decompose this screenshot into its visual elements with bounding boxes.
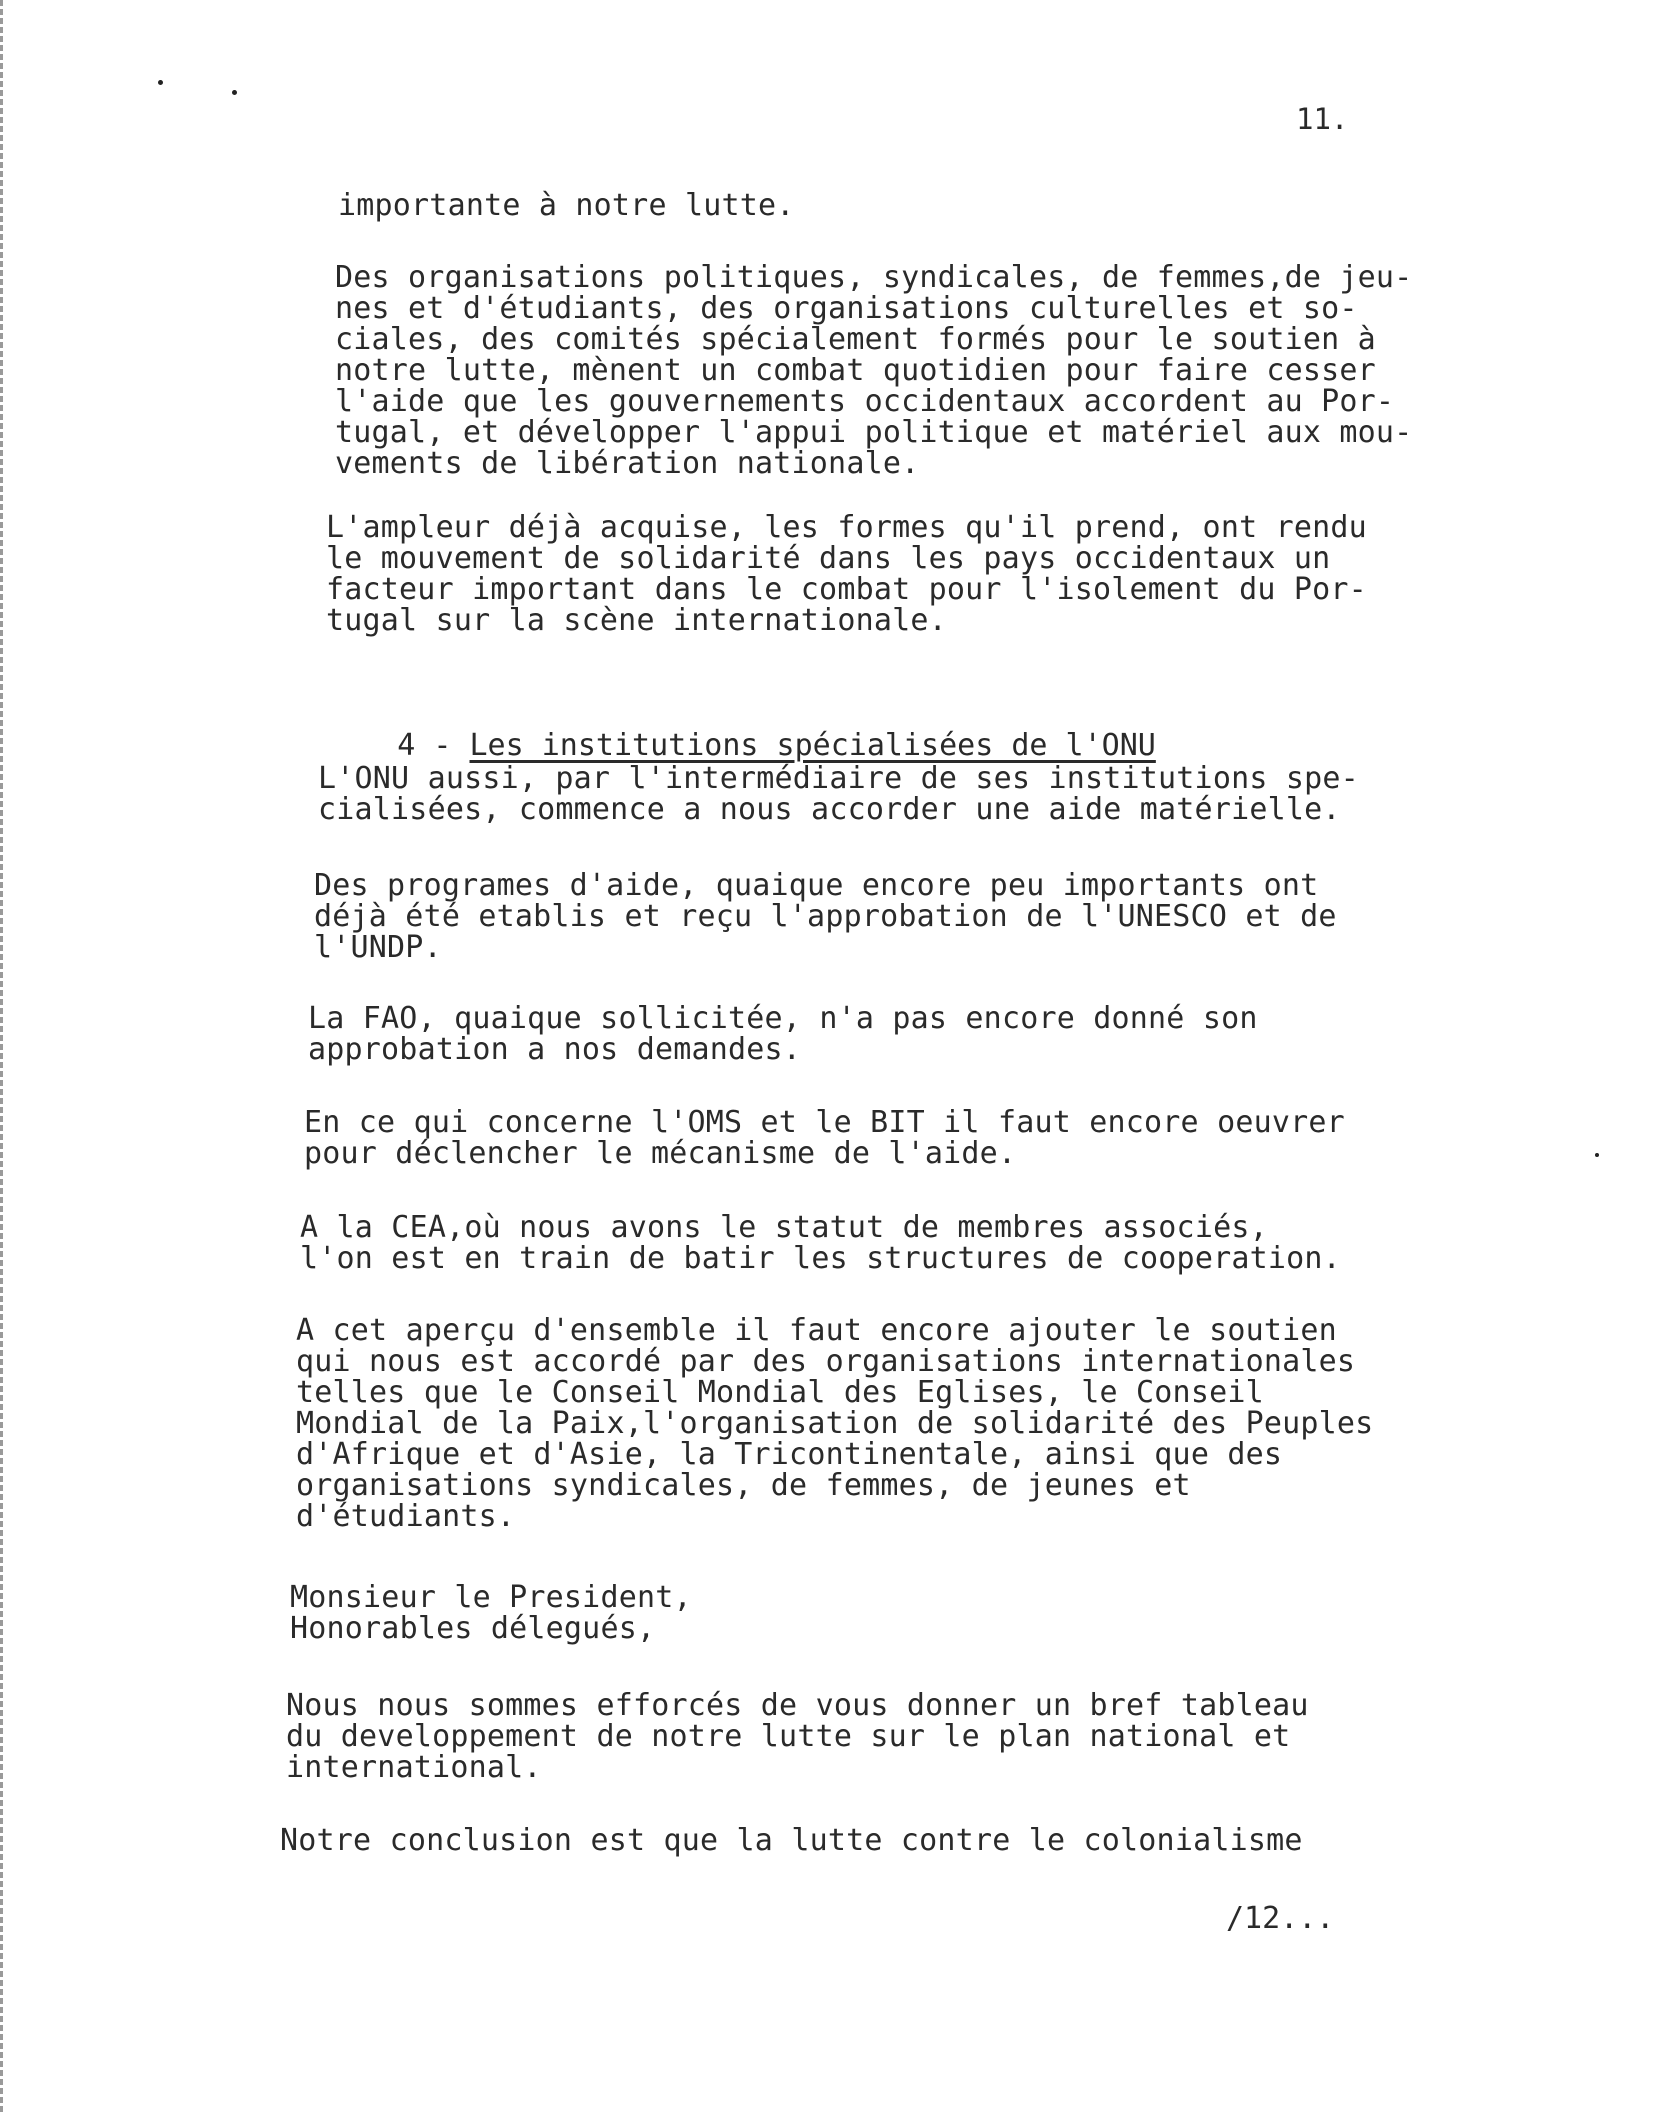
scan-speck: [1595, 1153, 1599, 1157]
paragraph-continuation: importante à notre lutte.: [338, 188, 795, 223]
paragraph-solidarity-movement: L'ampleur déjà acquise, les formes qu'il prend, ont rendu le mouvement de solidarité dans les pays occidentaux un facteur important dans le combat pour l'isolement du Por- tugal sur la scène internationale.: [326, 510, 1367, 638]
paragraph-summary: Nous nous sommes efforcés de vous donner un bref tableau du developpement de notre lutte sur le plan national et international.: [286, 1688, 1309, 1785]
paragraph-salutation: Monsieur le President, Honorables délegués,: [290, 1580, 692, 1646]
paragraph-conclusion: Notre conclusion est que la lutte contre le colonialisme: [280, 1823, 1303, 1858]
paragraph-oms-bit: En ce qui concerne l'OMS et le BIT il faut encore oeuvrer pour déclencher le mécanisme de l'aide.: [304, 1105, 1345, 1171]
scan-speck: [158, 80, 163, 85]
paragraph-aid-programmes: Des programes d'aide, quaique encore peu importants ont déjà été etablis et reçu l'approbation de l'UNESCO et de l'UNDP.: [314, 868, 1337, 965]
section-number: 4 -: [397, 728, 470, 763]
scan-edge: [0, 0, 3, 2112]
paragraph-international-support: A cet aperçu d'ensemble il faut encore ajouter le soutien qui nous est accordé par des organisations internationales telles que le Conseil Mondial des Eglises, le Conseil Mondial de la Paix,l'organisation de solidarité des Peuples d'Afrique et d'Asie, la Tricontinentale, ainsi que des organisations syndicales, de femmes, de jeunes et d'étudiants.: [296, 1313, 1374, 1534]
page-number: 11.: [1296, 102, 1349, 136]
paragraph-solidarity-organisations: Des organisations politiques, syndicales, de femmes,de jeu- nes et d'étudiants, des organisations culturelles et so- ciales, des comités spécialement formés pour le soutien à notre lutte, mènent un combat quotidien pour faire cesser l'aide que les gouvernements occidentaux accordent au Por- tugal, et développer l'appui politique et matériel aux mou- vements de libération nationale.: [335, 260, 1413, 481]
scan-speck: [232, 90, 237, 95]
paragraph-onu-aid: L'ONU aussi, par l'intermédiaire de ses institutions spe- cialisées, commence a nous accorder une aide matérielle.: [318, 761, 1359, 827]
section-title: Les institutions spécialisées de l'ONU: [469, 728, 1156, 763]
paragraph-cea: A la CEA,où nous avons le statut de membres associés, l'on est en train de batir les structures de cooperation.: [300, 1210, 1341, 1276]
paragraph-fao: La FAO, quaique sollicitée, n'a pas encore donné son approbation a nos demandes.: [308, 1001, 1258, 1067]
page-continuation-marker: /12...: [1226, 1901, 1335, 1936]
